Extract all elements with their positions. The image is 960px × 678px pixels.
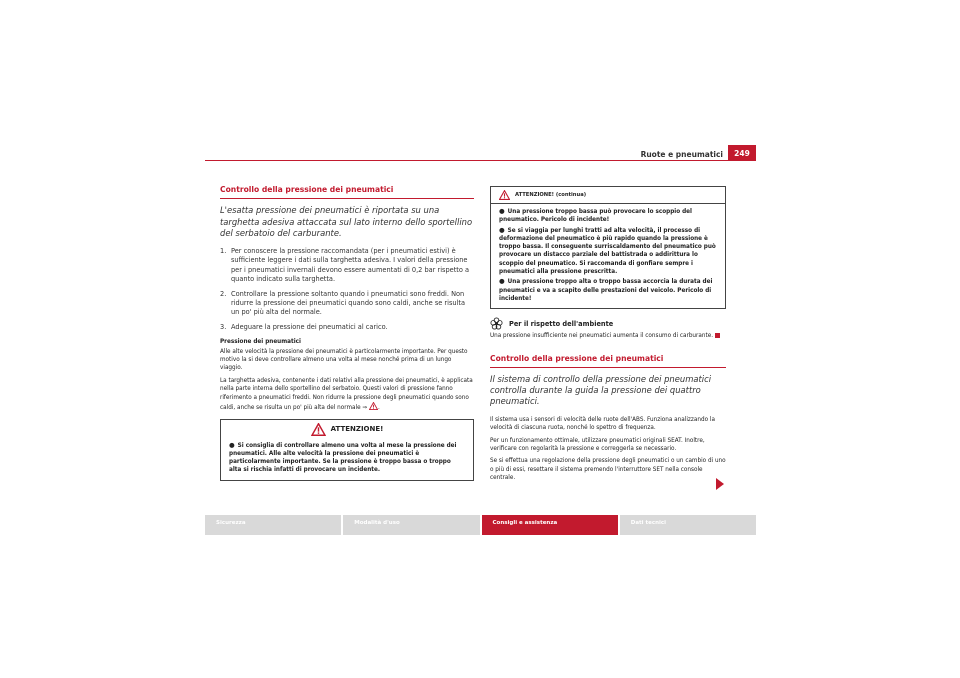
paragraph: Se si effettua una regolazione della pressione degli pneumatici o un cambio di uno o più di essi, resettare il sistema premendo l'interruttore SET nella console centrale. <box>490 458 726 482</box>
chapter-tabs <box>205 515 756 535</box>
bullet-icon: ● <box>499 207 505 215</box>
section-title: Controllo della pressione dei pneumatici <box>490 355 726 368</box>
tab-modalita-duso[interactable]: Modalità d'uso <box>343 515 479 535</box>
step-number: 1. <box>220 247 227 256</box>
page-number: 249 <box>728 145 756 161</box>
warning-bullet: ● Si consiglia di controllare almeno una volta al mese la pressione dei pneumatici. Alle alte velocità la pressione dei pneumatici è particolarmente importante. Se la pressione è troppo bassa o troppo alta si rischia infatti di provocare un incidente. <box>229 440 457 474</box>
left-column <box>220 186 474 481</box>
step-text: Controllare la pressione soltanto quando i pneumatici sono freddi. Non ridurre la pressione dei pneumatici quando sono caldi, anche se risulta un po' più alta del normale. <box>231 289 466 317</box>
paragraph-text: La targhetta adesiva, contenente i dati relativi alla pressione dei pneumatici, è applicata nella parte interna dello sportellino del serbatoio. Questi valori di pressione fanno riferimento a pneumatici freddi. Non ridurre la pressione degli pneumatici quando sono caldi, anche se risulta un po' più alta del normale ⇒ <box>220 377 473 412</box>
step-number: 2. <box>220 289 227 298</box>
paragraph: Il sistema usa i sensori di velocità delle ruote dell'ABS. Funziona analizzando la velocità di ciascuna ruota, nonché lo spettro di frequenza. <box>490 416 715 432</box>
list-item <box>220 290 474 318</box>
header-rule <box>205 160 756 161</box>
warning-body <box>221 438 473 480</box>
end-marker-icon <box>715 333 720 338</box>
paragraph: Per un funzionamento ottimale, utilizzare pneumatici originali SEAT. Inoltre, verificare con regolarità la pressione e correggerla se necessario. <box>490 437 705 452</box>
section-lead: Il sistema di controllo della pressione dei pneumatici controlla durante la guida la pressione dei quattro pneumatici. <box>490 374 712 407</box>
bullet-icon: ● <box>499 225 505 234</box>
subsection-title: Pressione dei pneumatici <box>220 339 301 346</box>
steps-list <box>220 247 474 332</box>
paragraph: Alle alte velocità la pressione dei pneumatici è particolarmente importante. Per questo motivo la si deve controllare almeno una volta al mese nonché prima di un lungo viaggio. <box>220 348 468 372</box>
bullet-icon: ● <box>229 440 235 449</box>
section-lead: L'esatta pressione dei pneumatici è riportata su una targhetta adesiva attaccata sul lato interno dello sportellino del serbatoio del carburante. <box>220 205 473 238</box>
environment-header <box>490 317 726 330</box>
warning-body <box>491 204 725 308</box>
tab-dati-tecnici[interactable]: Dati tecnici <box>620 515 756 535</box>
warning-title: ATTENZIONE! (continua) <box>515 191 587 198</box>
warning-box <box>220 419 474 481</box>
list-item <box>220 247 474 285</box>
environment-title: Per il rispetto dell'ambiente <box>509 319 614 328</box>
warning-bullet: ● Una pressione troppo bassa può provocare lo scoppio del pneumatico. Pericolo di incidente! <box>499 207 692 224</box>
warning-title: ATTENZIONE! <box>330 424 384 433</box>
section-title: Controllo della pressione dei pneumatici <box>220 186 474 199</box>
chapter-title: Ruote e pneumatici <box>640 150 723 159</box>
step-text: Adeguare la pressione dei pneumatici al carico. <box>231 322 388 331</box>
environment-text: Una pressione insufficiente nei pneumatici aumenta il consumo di carburante. <box>490 332 726 340</box>
step-text: Per conoscere la pressione raccomandata (per i pneumatici estivi) è sufficiente leggere i dati sulla targhetta adesiva. I valori della pressione per i pneumatici invernali devono essere aumentati di 0,2 bar rispetto a quanto indicato sulla targhetta. <box>231 247 470 284</box>
paragraph: La targhetta adesiva, contenente i dati relativi alla pressione dei pneumatici, è applicata nella parte interna dello sportellino del serbatoio. Questi valori di pressione fanno riferimento a pneumatici freddi. Non ridurre la pressione degli pneumatici quando sono caldi, anche se risulta un po' più alta del normale ⇒ . <box>220 377 473 412</box>
warning-header <box>491 187 725 204</box>
right-column <box>490 186 726 487</box>
warning-ref-icon[interactable] <box>369 402 378 410</box>
warning-bullet: ● Se si viaggia per lunghi tratti ad alta velocità, il processo di deformazione del pneumatico è più rapido quando la pressione è troppo bassa. Il conseguente surriscaldamento del pneumatico può provocare un distacco parziale del battistrada o addirittura lo scoppio del pneumatico. Si raccomanda di gonfiare sempre i pneumatici alla pressione prescritta. <box>499 225 716 276</box>
warning-box-continued <box>490 186 726 309</box>
tab-consigli-e-assistenza[interactable]: Consigli e assistenza <box>482 515 618 535</box>
warning-header <box>221 420 473 438</box>
tab-sicurezza[interactable]: Sicurezza <box>205 515 341 535</box>
environment-flower-icon <box>490 317 503 330</box>
next-page-arrow-icon[interactable] <box>716 478 724 490</box>
list-item <box>220 323 474 332</box>
warning-bullet: ● Una pressione troppo alta o troppo bassa accorcia la durata dei pneumatici e va a scapito delle prestazioni del veicolo. Pericolo di incidente! <box>499 277 713 302</box>
bullet-icon: ● <box>499 277 505 286</box>
step-number: 3. <box>220 322 227 331</box>
warning-triangle-icon <box>311 423 326 436</box>
warning-triangle-icon <box>499 190 510 200</box>
